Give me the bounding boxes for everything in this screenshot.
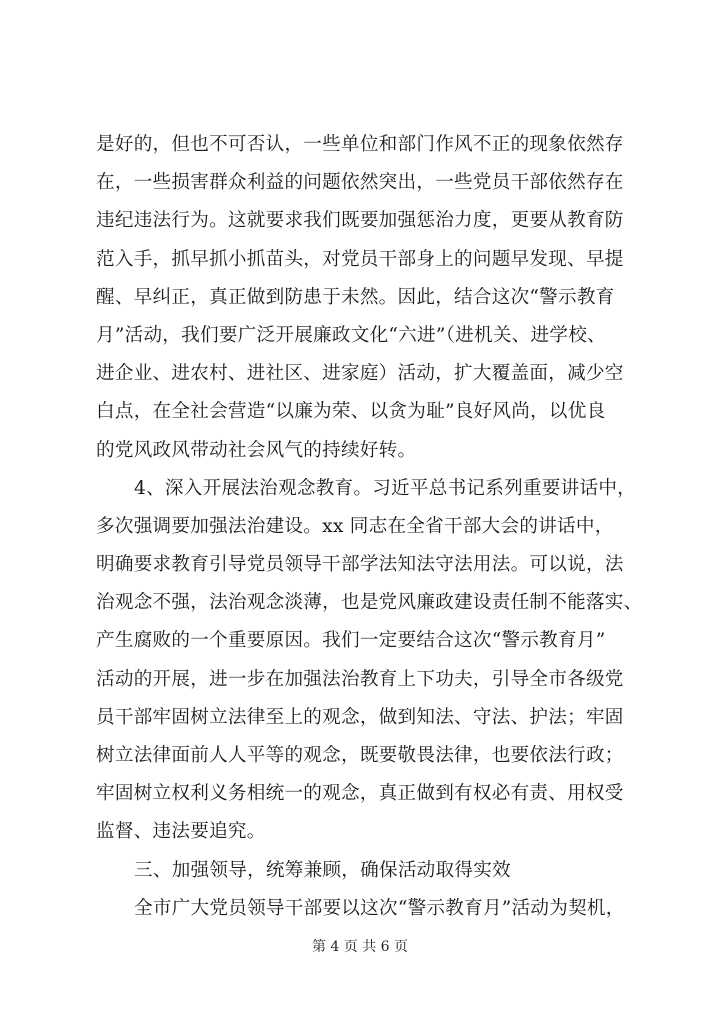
text-line: 白点，在全社会营造“以廉为荣、以贪为耻”良好风尚，以优良 xyxy=(96,401,606,423)
text-line: 违纪违法行为。这就要求我们既要加强惩治力度，更要从教育防 xyxy=(96,210,624,232)
paragraph-heading-line: 4、深入开展法治观念教育。习近平总书记系列重要讲话中， xyxy=(134,477,637,499)
text-line: 全市广大党员领导干部要以这次“警示教育月”活动为契机， xyxy=(134,897,625,919)
text-line: 的党风政风带动社会风气的持续好转。 xyxy=(96,439,417,461)
text-line: 在，一些损害群众利益的问题依然突出，一些党员干部依然存在 xyxy=(96,172,624,194)
text-line: 产生腐败的一个重要原因。我们一定要结合这次“警示教育月” xyxy=(96,630,606,652)
text-line: 醒、早纠正，真正做到防患于未然。因此，结合这次“警示教育 xyxy=(96,286,615,308)
text-line: 治观念不强，法治观念淡薄，也是党风廉政建设责任制不能落实、 xyxy=(96,592,643,614)
text-line: 监督、违法要追究。 xyxy=(96,821,266,843)
text-line: 月”活动，我们要广泛开展廉政文化“六进”（进机关、进学校、 xyxy=(96,324,606,346)
document-body xyxy=(96,126,644,928)
section-heading: 三、加强领导，统筹兼顾，确保活动取得实效 xyxy=(134,859,511,881)
page-number-footer: 第 4 页 共 6 页 xyxy=(311,939,409,955)
text-line: 明确要求教育引导党员领导干部学法知法守法用法。可以说，法 xyxy=(96,554,624,576)
text-line: 树立法律面前人人平等的观念，既要敬畏法律，也要依法行政； xyxy=(96,745,624,766)
text-line: 多次强调要加强法治建设。xx 同志在全省干部大会的讲话中， xyxy=(96,515,614,537)
text-line: 牢固树立权利义务相统一的观念，真正做到有权必有责、用权受 xyxy=(96,783,624,805)
text-line: 员干部牢固树立法律至上的观念，做到知法、守法、护法；牢固 xyxy=(96,706,624,728)
text-line: 进企业、进农村、进社区、进家庭）活动，扩大覆盖面，减少空 xyxy=(96,363,624,385)
text-line: 是好的，但也不可否认，一些单位和部门作风不正的现象依然存 xyxy=(96,134,624,155)
text-line: 活动的开展，进一步在加强法治教育上下功夫，引导全市各级党 xyxy=(96,668,624,690)
text-line: 范入手，抓早抓小抓苗头，对党员干部身上的问题早发现、早提 xyxy=(96,248,624,270)
